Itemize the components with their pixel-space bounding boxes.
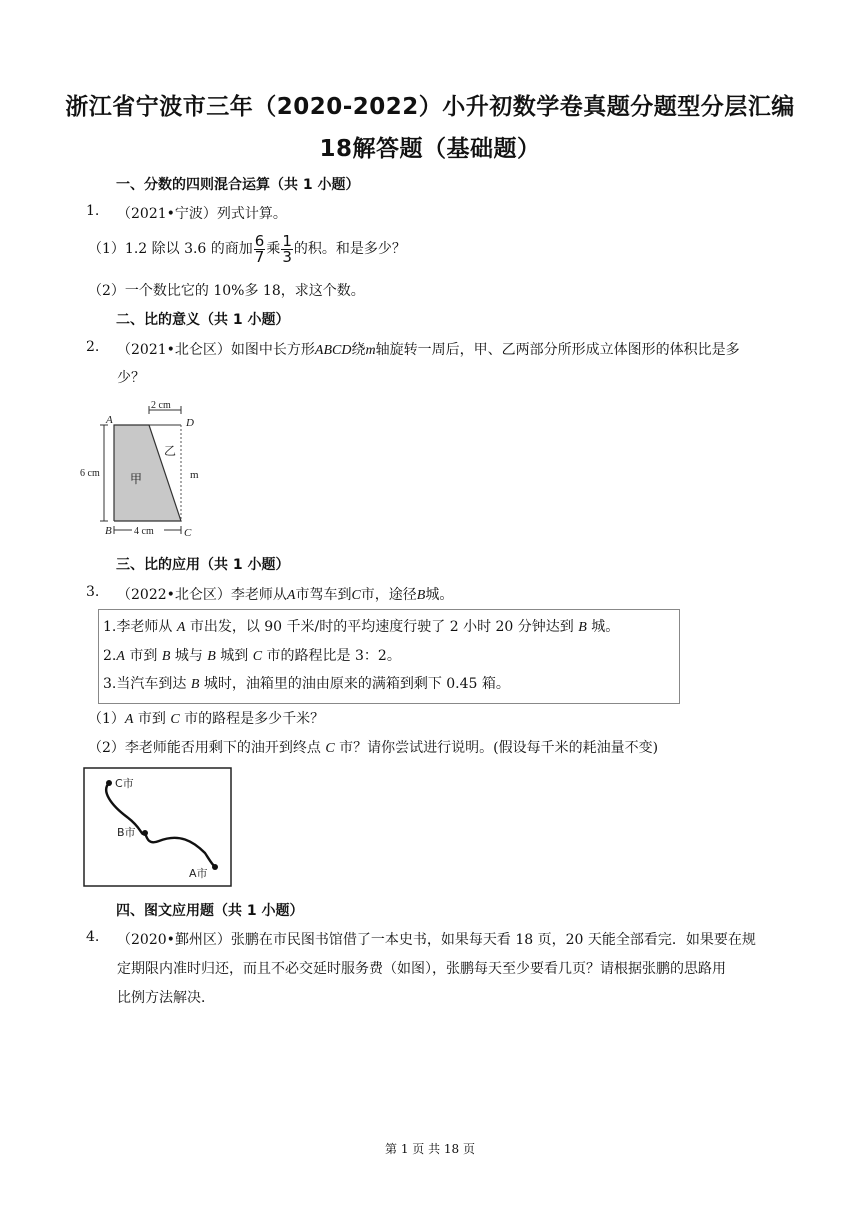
document-title-line1: 浙江省宁波市三年（2020-2022）小升初数学卷真题分题型分层汇编: [65, 94, 795, 120]
document-title-line2: 18解答题（基础题）: [319, 136, 541, 162]
page-footer: 第 1 页 共 18 页: [385, 1142, 475, 1156]
question-2-number: 2.: [86, 339, 100, 355]
q1-part1-pre: （1）1.2 除以 3.6 的商加: [88, 241, 253, 257]
question-1-number: 1.: [86, 203, 100, 219]
region-jia: [114, 425, 181, 521]
label-yi: 乙: [164, 444, 177, 458]
question-4-line1: （2020•鄞州区）张鹏在市民图书馆借了一本史书，如果每天看 18 页，20 天能全部看完．如果要在规: [117, 932, 756, 948]
question-4-line3: 比例方法解决．: [117, 990, 215, 1006]
question-4-line2: 定期限内准时归还，而且不必交延时服务费（如图），张鹏每天至少要看几页？请根据张鹏的思路用: [117, 961, 726, 977]
question-4-number: 4.: [86, 929, 100, 945]
info-line-3: 3.当汽车到达 B 城时，油箱里的油由原来的满箱到剩下 0.45 箱。: [103, 676, 510, 692]
label-a-city: A市: [189, 867, 208, 880]
label-C: C: [184, 527, 192, 539]
q1-part1-post: 的积。和是多少？: [293, 241, 406, 257]
section-heading-2: 二、比的意义（共 1 小题）: [116, 312, 290, 328]
fraction-six-sevenths: $\frac{6}{7}$: [254, 231, 265, 266]
question-1-part-1: [88, 231, 406, 267]
label-A: A: [106, 414, 113, 426]
label-B: B: [105, 525, 112, 537]
fraction-one-third: $\frac{1}{3}$: [282, 231, 292, 266]
label-top-length: 2 cm: [151, 400, 171, 411]
section-heading-3: 三、比的应用（共 1 小题）: [116, 557, 290, 573]
info-line-1: 1.李老师从 A 市出发，以 90 千米/时的平均速度行驶了 2 小时 20 分钟达到 B 城。: [103, 619, 620, 635]
point-a: [212, 864, 218, 870]
label-m: m: [190, 469, 199, 481]
label-bottom-length: 4 cm: [134, 526, 154, 537]
section-heading-4: 四、图文应用题（共 1 小题）: [116, 903, 304, 919]
route-map-figure: [83, 767, 232, 887]
question-2-stem-line2: 少？: [117, 370, 145, 386]
section-heading-1: 一、分数的四则混合运算（共 1 小题）: [116, 177, 360, 193]
q1-part1-mid: 乘: [266, 241, 281, 257]
rectangle-rotation-figure: [80, 397, 205, 539]
question-3-number: 3.: [86, 584, 100, 600]
label-b-city: B市: [117, 826, 136, 839]
question-3-part-2: （2）李老师能否用剩下的油开到终点 C 市？请你尝试进行说明。(假设每千米的耗油量不变): [88, 740, 659, 756]
label-c-city: C市: [115, 777, 134, 790]
question-3-stem: （2022•北仑区）李老师从A市驾车到C市，途径B城。: [117, 587, 454, 603]
point-c: [106, 780, 112, 786]
label-left-length: 6 cm: [80, 468, 100, 479]
point-b: [142, 830, 148, 836]
label-jia: 甲: [130, 472, 143, 486]
label-D: D: [186, 417, 194, 429]
question-1-part-2: （2）一个数比它的 10%多 18，求这个数。: [88, 283, 365, 299]
question-3-part-1: （1）A 市到 C 市的路程是多少千米？: [88, 711, 325, 727]
question-2-stem: （2021•北仑区）如图中长方形ABCD绕m轴旋转一周后，甲、乙两部分所形成立体图形的体积比是多: [117, 342, 740, 358]
question-1-stem: （2021•宁波）列式计算。: [117, 206, 287, 222]
info-line-2: 2.A 市到 B 城与 B 城到 C 市的路程比是 3：2。: [103, 648, 401, 664]
